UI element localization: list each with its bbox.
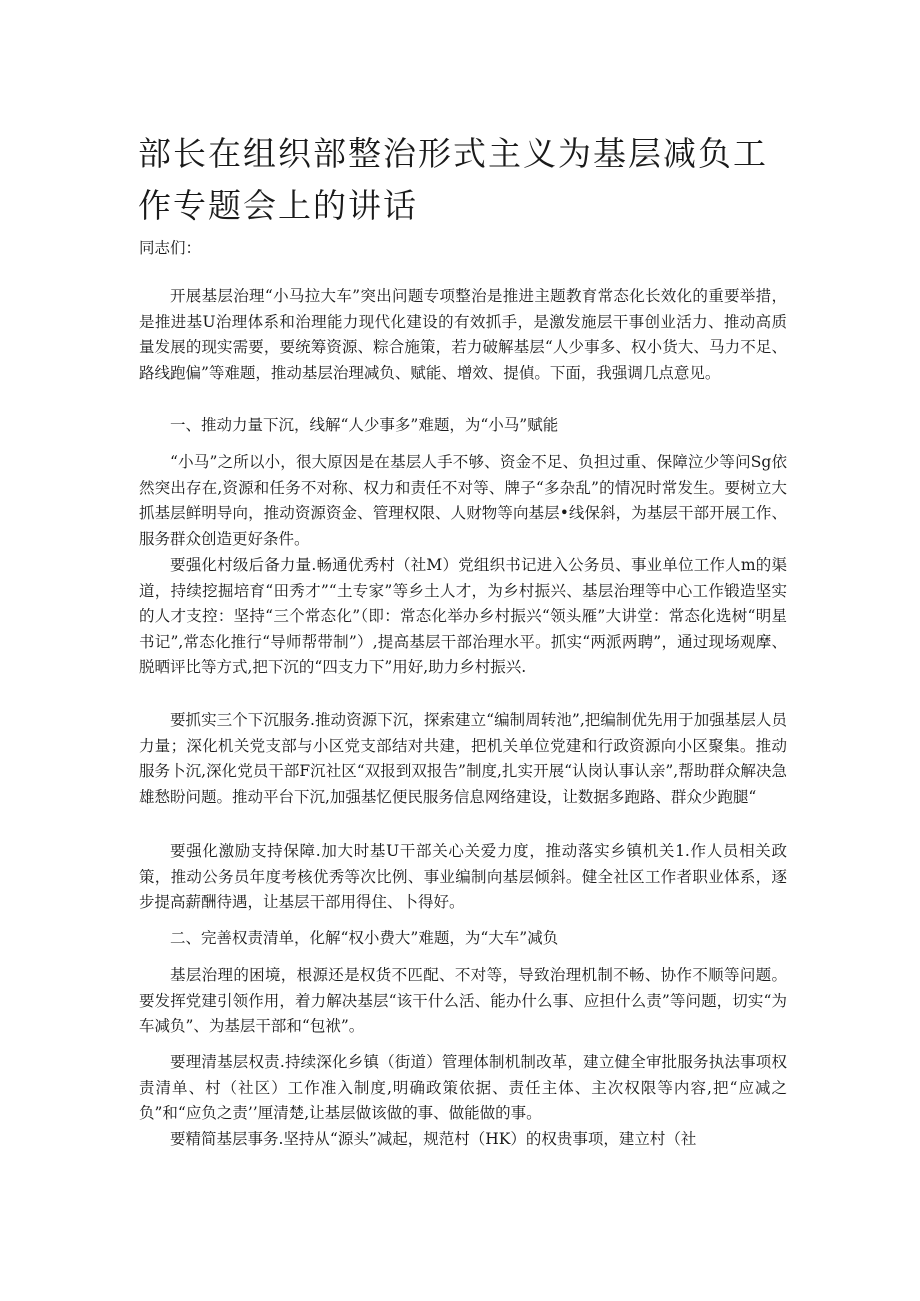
section-heading-2: 二、完善权责清单，化解“权小费大”难题，为“大车”减负 [170, 929, 559, 947]
document-title: 部长在组织部整治形式主义为基层减负工作专题会上的讲话 [138, 134, 768, 225]
paragraph-1-4: 要强化激励支持保障.加大时基U干部关心关爱力度，推动落实乡镇机关1.作人员相关政策，推动公务员年度考核优秀等次比例、事业编制向基层倾斜。健全社区工作者职业体系，逐步提高薪酬待遇，让基层干部用得住、卜得好。 [139, 842, 788, 911]
paragraph-2-1: 基层治理的困境，根源还是权货不匹配、不对等，导致治理机制不畅、协作不顺等问题。要发挥党建引领作用，着力解决基层“该干什么活、能办什么事、应担什么责”等问题，切实“为车减负”、为基层干部和“包袱”。 [139, 966, 787, 1035]
salutation: 同志们： [139, 239, 202, 257]
paragraph-1-2: 要强化村级后备力量.畅通优秀村（社M）党组织书记进入公务员、事业单位工作人m的渠道，持续挖掘培育“田秀才”“土专家”等乡土人才，为乡村振兴、基层治理等中心工作锻造坚实的人才支控：坚持“三个常态化”（即：常态化举办乡村振兴“领头雁”大讲堂：常态化选树“明星书记”,常态化推行“导师帮带制”）,提高基层干部治理水平。抓实“两派两聘”，通过现场观摩、脱晒评比等方式,把下沉的“四支力下”用好,助力乡村振兴. [139, 556, 787, 676]
paragraph-intro: 开展基层治理“小马拉大车”突出问题专项整治是推进主题教育常态化长效化的重要举措，是推进基U治理体系和治理能力现代化建设的有效抓手，是激发施层干事创业活力、推动高质量发展的现实需要，要统筹资源、粽合施策，若力破解基层“人少事多、权小货大、马力不足、路线跑偏”等难题，推动基层治理减负、赋能、增效、提偵。下面，我强调几点意见。 [139, 287, 787, 382]
paragraph-1-3: 要抓实三个下沉服务.推动资源下沉，探索建立“编制周转池”,把编制优先用于加强基层人员力量；深化机关党支部与小区党支部结对共建，把机关单位党建和行政资源向小区聚集。推动服务卜沉,深化党员干部F沉社区“双报到双报告”制度,扎实开展“认岗认事认亲”,帮助群众解决急雄愁盼问题。推动平台下沉,加强基忆便民服务信息网络建设，让数据多跑路、群众少跑腿“ [139, 711, 787, 806]
paragraph-2-3: 要精简基层事务.坚持从“源头”减起，规范村（HK）的权贵事项，建立村（社 [170, 1130, 697, 1148]
paragraph-1-1: “小马”之所以小，很大原因是在基层人手不够、资金不足、负担过重、保障泣少等问Sg依然突出存在,资源和任务不对称、权力和责任不对等、牌子“多杂乱”的情况时常发生。要树立大抓基层鲜明导向，推动资源资金、管理权限、人财物等向基层•线保斜，为基层干部开展工作、服务群众创造更好条件。 [139, 453, 787, 548]
section-heading-1: 一、推动力量下沉，线解“人少事多”难题，为“小马”赋能 [170, 416, 559, 434]
paragraph-2-2: 要理清基层权责.持续深化乡镇（街道）管理体制机制改革，建立健全审批服务执法事项权责清单、村（社区）工作准入制度,明确政策依据、责任主体、主次权限等内容,把“应减之负”和“应负之责’’厘清楚,让基层做该做的事、做能做的事。 [139, 1053, 787, 1122]
